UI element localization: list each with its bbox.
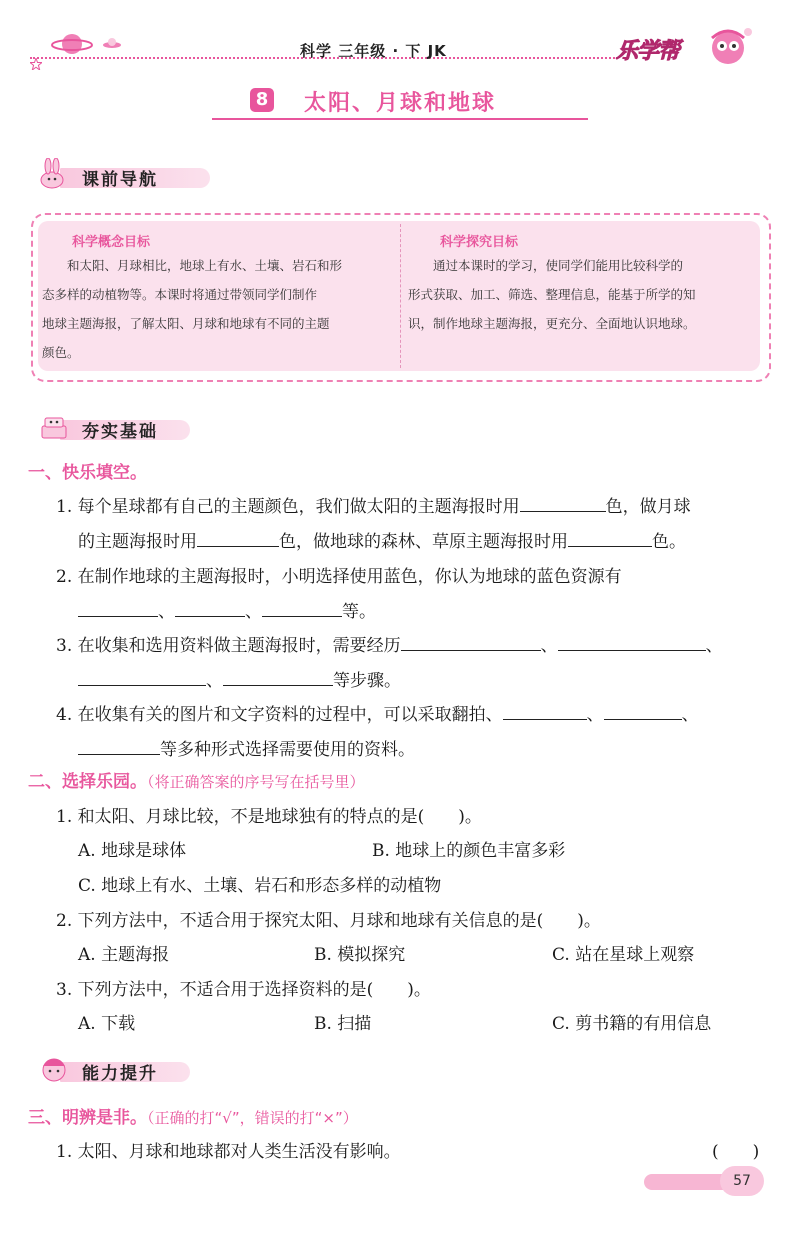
inquiry-goal-line: 通过本课时的学习，使同学们能用比较科学的 bbox=[433, 258, 684, 273]
tf-q1-answer-paren[interactable]: ( ) bbox=[712, 1142, 760, 1162]
mc-q2: 2. 下列方法中，不适合用于探究太阳、月球和地球有关信息的是( )。 bbox=[56, 911, 601, 931]
star-icon bbox=[30, 58, 42, 70]
part3-note: （正确的打“√”，错误的打“×”） bbox=[147, 1109, 358, 1127]
inquiry-goal-heading: 科学探究目标 bbox=[440, 235, 519, 250]
mc-q2-option-b[interactable]: B. 模拟探究 bbox=[314, 945, 406, 965]
q1-text-d: 色，做地球的森林、草原主题海报时用 bbox=[279, 532, 568, 552]
mc-q1-option-b[interactable]: B. 地球上的颜色丰富多彩 bbox=[372, 841, 566, 861]
section-title-improve: 能力提升 bbox=[82, 1064, 158, 1084]
answer-blank[interactable] bbox=[197, 530, 279, 547]
mc-q3: 3. 下列方法中，不适合用于选择资料的是( )。 bbox=[56, 980, 431, 1000]
answer-blank[interactable] bbox=[78, 669, 206, 686]
concept-goal-heading: 科学概念目标 bbox=[72, 235, 151, 250]
concept-goal-text bbox=[42, 251, 394, 367]
q4-line1 bbox=[56, 700, 699, 725]
rabbit-icon bbox=[38, 158, 72, 190]
q1-text-b: 色，做月球 bbox=[605, 497, 691, 517]
q3-text-a: 3. 在收集和选用资料做主题海报时，需要经历 bbox=[56, 636, 401, 656]
q1-line1 bbox=[56, 492, 691, 517]
q3-line2 bbox=[78, 666, 401, 691]
q2-line2 bbox=[78, 597, 376, 622]
cake-icon bbox=[38, 410, 72, 442]
section-banner-improve bbox=[38, 1052, 198, 1082]
mc-q3-option-c[interactable]: C. 剪书籍的有用信息 bbox=[552, 1014, 712, 1034]
q2-line1: 2. 在制作地球的主题海报时，小明选择使用蓝色，你认为地球的蓝色资源有 bbox=[56, 567, 622, 587]
goals-divider bbox=[400, 224, 401, 368]
concept-goal-line: 态多样的动植物等。本课时将通过带领同学们制作 bbox=[42, 287, 318, 302]
header-subject-line: 科学 三年级 · 下 JK bbox=[300, 42, 447, 60]
answer-blank[interactable] bbox=[568, 530, 652, 547]
q4-text-end: 等多种形式选择需要使用的资料。 bbox=[160, 740, 415, 760]
answer-blank[interactable] bbox=[78, 600, 158, 617]
answer-blank[interactable] bbox=[520, 495, 606, 512]
planet-icon bbox=[50, 30, 94, 58]
lesson-heading bbox=[212, 86, 588, 120]
separator: 、 bbox=[705, 636, 723, 656]
girl-icon bbox=[38, 1052, 72, 1084]
part2-title-text: 二、选择乐园。 bbox=[28, 772, 147, 792]
q1-text-a: 1. 每个星球都有自己的主题颜色，我们做太阳的主题海报时用 bbox=[56, 497, 520, 517]
inquiry-goal-text bbox=[408, 251, 764, 338]
separator: 、 bbox=[540, 636, 558, 656]
separator: 、 bbox=[245, 602, 262, 622]
separator: 、 bbox=[158, 602, 175, 622]
concept-goal-line: 颜色。 bbox=[42, 345, 80, 360]
part1-title: 一、快乐填空。 bbox=[28, 463, 147, 483]
mc-q1: 1. 和太阳、月球比较，不是地球独有的特点的是( )。 bbox=[56, 807, 482, 827]
page-number: 57 bbox=[720, 1166, 764, 1196]
q1-text-e: 色。 bbox=[652, 532, 686, 552]
lesson-title: 太阳、月球和地球 bbox=[304, 91, 497, 116]
mc-q3-option-b[interactable]: B. 扫描 bbox=[314, 1014, 372, 1034]
answer-blank[interactable] bbox=[503, 703, 587, 720]
part3-title bbox=[28, 1103, 358, 1128]
mascot-icon bbox=[700, 24, 758, 68]
section-title-basics: 夯实基础 bbox=[82, 422, 158, 442]
mc-q2-option-c[interactable]: C. 站在星球上观察 bbox=[552, 945, 695, 965]
mc-q2-option-a[interactable]: A. 主题海报 bbox=[78, 945, 170, 965]
separator: 、 bbox=[681, 705, 699, 725]
concept-goal-line: 和太阳、月球相比，地球上有水、土壤、岩石和形 bbox=[67, 258, 343, 273]
answer-blank[interactable] bbox=[262, 600, 342, 617]
q4-line2 bbox=[78, 735, 415, 760]
answer-blank[interactable] bbox=[223, 669, 333, 686]
mc-q1-option-a[interactable]: A. 地球是球体 bbox=[78, 841, 187, 861]
section-banner-preview bbox=[38, 158, 218, 188]
mc-q3-option-a[interactable]: A. 下载 bbox=[78, 1014, 136, 1034]
tf-q1: 1. 太阳、月球和地球都对人类生活没有影响。 bbox=[56, 1142, 401, 1162]
part2-title bbox=[28, 767, 365, 792]
answer-blank[interactable] bbox=[175, 600, 245, 617]
q2-text-end: 等。 bbox=[342, 602, 376, 622]
q3-text-end: 等步骤。 bbox=[333, 671, 401, 691]
q3-line1 bbox=[56, 631, 723, 656]
separator: 、 bbox=[206, 671, 223, 691]
inquiry-goal-line: 识，制作地球主题海报，更充分、全面地认识地球。 bbox=[408, 316, 696, 331]
part2-note: （将正确答案的序号写在括号里） bbox=[147, 773, 365, 791]
lesson-number: 8 bbox=[250, 88, 274, 112]
answer-blank[interactable] bbox=[78, 738, 160, 755]
answer-blank[interactable] bbox=[401, 634, 541, 651]
inquiry-goal-line: 形式获取、加工、筛选、整理信息，能基于所学的知 bbox=[408, 287, 696, 302]
q4-text-a: 4. 在收集有关的图片和文字资料的过程中，可以采取翻拍、 bbox=[56, 705, 503, 725]
section-title-preview: 课前导航 bbox=[82, 170, 158, 190]
section-banner-basics bbox=[38, 410, 198, 440]
q1-line2 bbox=[78, 527, 686, 552]
mc-q1-option-c[interactable]: C. 地球上有水、土壤、岩石和形态多样的动植物 bbox=[78, 876, 442, 896]
answer-blank[interactable] bbox=[604, 703, 682, 720]
brand-logo-text: 乐学帮 bbox=[616, 39, 680, 64]
concept-goal-line: 地球主题海报，了解太阳、月球和地球有不同的主题 bbox=[42, 316, 330, 331]
q1-text-c: 的主题海报时用 bbox=[78, 532, 197, 552]
part3-title-text: 三、明辨是非。 bbox=[28, 1108, 147, 1128]
separator: 、 bbox=[586, 705, 604, 725]
ufo-icon bbox=[102, 36, 122, 50]
answer-blank[interactable] bbox=[558, 634, 706, 651]
